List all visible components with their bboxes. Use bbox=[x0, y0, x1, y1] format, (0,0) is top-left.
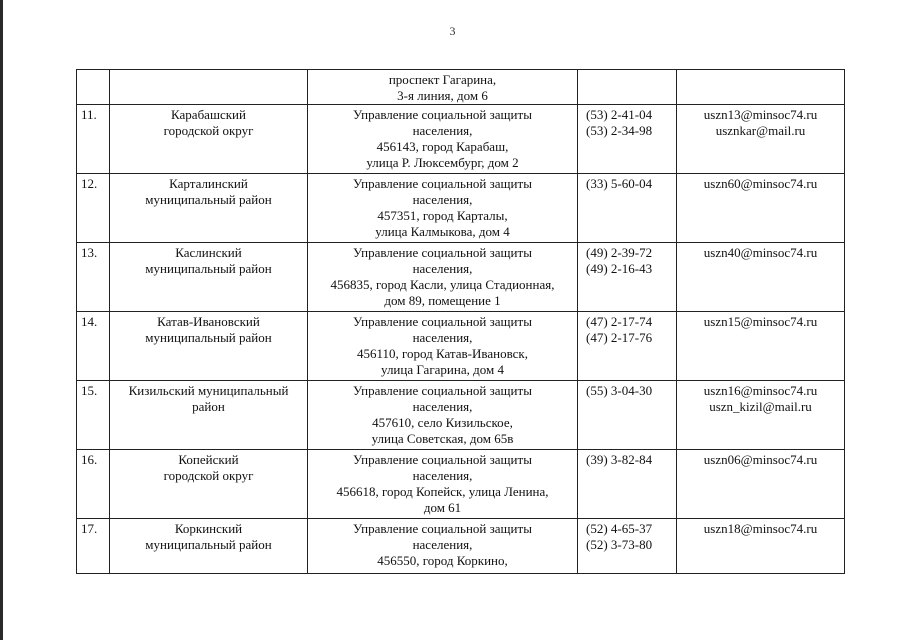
address-line: Управление социальной защиты bbox=[353, 521, 532, 536]
cell-number bbox=[77, 243, 110, 312]
row-number: 17. bbox=[81, 521, 98, 536]
address-line: улица Гагарина, дом 4 bbox=[381, 362, 504, 377]
cell-name bbox=[110, 105, 308, 174]
cell-email bbox=[677, 450, 845, 519]
cell-name bbox=[110, 174, 308, 243]
phone-number: (53) 2-34-98 bbox=[586, 123, 653, 138]
address-line: улица Р. Люксембург, дом 2 bbox=[366, 155, 519, 170]
cell-address bbox=[308, 105, 578, 174]
district-name-line: муниципальный район bbox=[145, 537, 272, 552]
email-link[interactable]: uszn13@minsoc74.ru bbox=[703, 107, 818, 122]
cell-name bbox=[110, 312, 308, 381]
table-row bbox=[77, 243, 845, 312]
phone-number: (53) 2-41-04 bbox=[586, 107, 653, 122]
cell-phone bbox=[578, 174, 677, 243]
cell-phone bbox=[578, 519, 677, 574]
row-number: 11. bbox=[81, 107, 97, 122]
address-line: Управление социальной защиты bbox=[353, 314, 532, 329]
address-line: дом 89, помещение 1 bbox=[384, 293, 501, 308]
scan-left-edge bbox=[0, 0, 3, 640]
table-row-continuation bbox=[77, 70, 845, 105]
address-line: Управление социальной защиты bbox=[353, 107, 532, 122]
address-line: 456835, город Касли, улица Стадионная, bbox=[330, 277, 555, 292]
address-line: населения, bbox=[412, 192, 473, 207]
cell-address bbox=[308, 70, 578, 105]
address-line: Управление социальной защиты bbox=[353, 245, 532, 260]
address-line: населения, bbox=[412, 399, 473, 414]
cell-number bbox=[77, 70, 110, 105]
district-name-line: городской округ bbox=[163, 468, 254, 483]
address-line: 456618, город Копейск, улица Ленина, bbox=[336, 484, 549, 499]
address-line: 3-я линия, дом 6 bbox=[397, 88, 488, 103]
cell-number bbox=[77, 105, 110, 174]
cell-email bbox=[677, 105, 845, 174]
address-line: 456550, город Коркино, bbox=[377, 553, 508, 568]
phone-number: (39) 3-82-84 bbox=[586, 452, 653, 467]
phone-number: (52) 4-65-37 bbox=[586, 521, 653, 536]
district-name-line: муниципальный район bbox=[145, 261, 272, 276]
address-line: населения, bbox=[412, 468, 473, 483]
phone-number: (47) 2-17-74 bbox=[586, 314, 653, 329]
email-link[interactable]: uszn15@minsoc74.ru bbox=[703, 314, 818, 329]
row-number: 15. bbox=[81, 383, 98, 398]
cell-phone bbox=[578, 243, 677, 312]
phone-number: (52) 3-73-80 bbox=[586, 537, 653, 552]
cell-email bbox=[677, 243, 845, 312]
row-number: 13. bbox=[81, 245, 98, 260]
table-row bbox=[77, 450, 845, 519]
cell-address bbox=[308, 519, 578, 574]
cell-address bbox=[308, 312, 578, 381]
page-number: 3 bbox=[449, 24, 456, 38]
cell-phone bbox=[578, 70, 677, 105]
row-number: 14. bbox=[81, 314, 98, 329]
address-line: улица Калмыкова, дом 4 bbox=[375, 224, 510, 239]
address-line: 457610, село Кизильское, bbox=[372, 415, 513, 430]
address-line: улица Советская, дом 65в bbox=[371, 431, 514, 446]
address-line: населения, bbox=[412, 537, 473, 552]
cell-number bbox=[77, 174, 110, 243]
district-name-line: Каслинский bbox=[175, 245, 242, 260]
address-line: Управление социальной защиты bbox=[353, 176, 532, 191]
social-protection-registry-table bbox=[76, 69, 845, 574]
table-row bbox=[77, 312, 845, 381]
cell-email bbox=[677, 174, 845, 243]
row-number: 16. bbox=[81, 452, 98, 467]
cell-address bbox=[308, 174, 578, 243]
cell-name bbox=[110, 450, 308, 519]
email-link[interactable]: uszn60@minsoc74.ru bbox=[703, 176, 818, 191]
cell-email bbox=[677, 312, 845, 381]
phone-number: (47) 2-17-76 bbox=[586, 330, 653, 345]
address-line: 456143, город Карабаш, bbox=[376, 139, 509, 154]
phone-number: (49) 2-16-43 bbox=[586, 261, 653, 276]
cell-number bbox=[77, 381, 110, 450]
table-row bbox=[77, 519, 845, 574]
cell-phone bbox=[578, 450, 677, 519]
address-line: населения, bbox=[412, 261, 473, 276]
address-line: 456110, город Катав-Ивановск, bbox=[356, 346, 528, 361]
phone-number: (55) 3-04-30 bbox=[586, 383, 653, 398]
address-line: проспект Гагарина, bbox=[388, 72, 497, 87]
district-name-line: Карабашский bbox=[171, 107, 246, 122]
cell-email bbox=[677, 519, 845, 574]
cell-phone bbox=[578, 381, 677, 450]
district-name-line: Коркинский bbox=[174, 521, 243, 536]
row-number: 12. bbox=[81, 176, 98, 191]
cell-phone bbox=[578, 105, 677, 174]
district-name-line: муниципальный район bbox=[145, 330, 272, 345]
table-row bbox=[77, 174, 845, 243]
cell-name bbox=[110, 243, 308, 312]
address-line: 457351, город Карталы, bbox=[377, 208, 508, 223]
cell-name bbox=[110, 70, 308, 105]
address-line: населения, bbox=[412, 330, 473, 345]
cell-email bbox=[677, 381, 845, 450]
email-link[interactable]: uszn06@minsoc74.ru bbox=[703, 452, 818, 467]
phone-number: (33) 5-60-04 bbox=[586, 176, 653, 191]
address-line: дом 61 bbox=[423, 500, 462, 515]
email-link[interactable]: uszn40@minsoc74.ru bbox=[703, 245, 818, 260]
table-row bbox=[77, 381, 845, 450]
district-name-line: Катав-Ивановский bbox=[157, 314, 260, 329]
district-name-line: городской округ bbox=[163, 123, 254, 138]
table-row bbox=[77, 105, 845, 174]
address-line: Управление социальной защиты bbox=[353, 383, 532, 398]
address-line: населения, bbox=[412, 123, 473, 138]
email-link[interactable]: uszn_kizil@mail.ru bbox=[709, 399, 812, 414]
address-line: Управление социальной защиты bbox=[353, 452, 532, 467]
cell-email bbox=[677, 70, 845, 105]
phone-number: (49) 2-39-72 bbox=[586, 245, 653, 260]
district-name-line: район bbox=[192, 399, 225, 414]
cell-name bbox=[110, 381, 308, 450]
cell-number bbox=[77, 450, 110, 519]
cell-address bbox=[308, 381, 578, 450]
cell-address bbox=[308, 450, 578, 519]
cell-phone bbox=[578, 312, 677, 381]
district-name-line: Кизильский муниципальный bbox=[128, 383, 289, 398]
table-body bbox=[77, 70, 845, 574]
email-link[interactable]: uszn16@minsoc74.ru bbox=[703, 383, 818, 398]
cell-number bbox=[77, 519, 110, 574]
district-name-line: Копейский bbox=[178, 452, 239, 467]
district-name-line: Карталинский bbox=[169, 176, 248, 191]
district-name-line: муниципальный район bbox=[145, 192, 272, 207]
email-link[interactable]: uszn18@minsoc74.ru bbox=[703, 521, 818, 536]
email-link[interactable]: usznkar@mail.ru bbox=[715, 123, 806, 138]
cell-address bbox=[308, 243, 578, 312]
cell-number bbox=[77, 312, 110, 381]
cell-name bbox=[110, 519, 308, 574]
